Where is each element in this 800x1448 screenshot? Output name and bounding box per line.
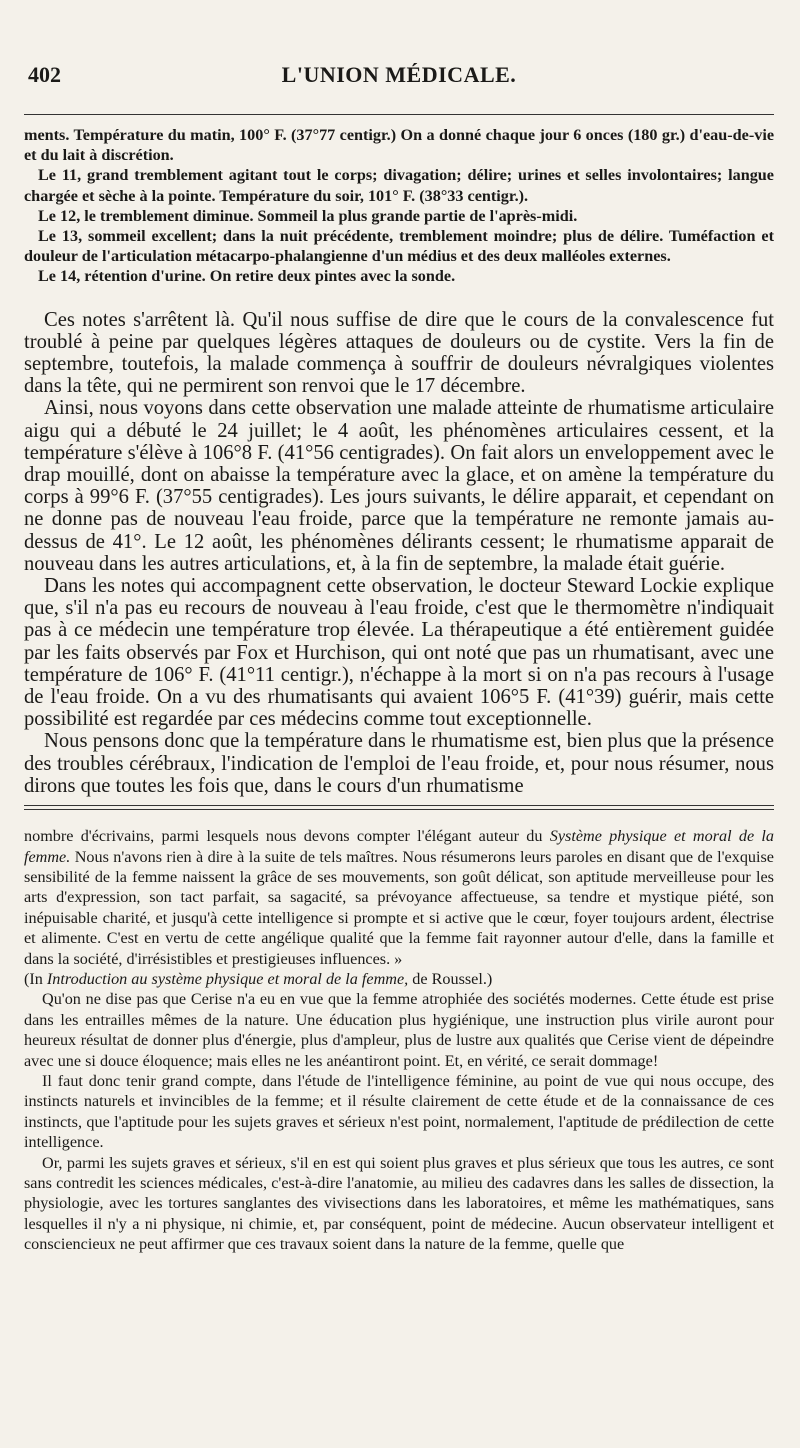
footnote-citation bbox=[24, 969, 774, 989]
header-rule bbox=[24, 114, 774, 115]
footnote-separator-thin bbox=[24, 809, 774, 810]
page-number: 402 bbox=[28, 62, 61, 87]
case-note-paragraph: Le 13, sommeil excellent; dans la nuit précédente, tremblement moindre; plus de délire. Tuméfaction et douleur de l'articulation métacarpo-phalangienne d'un médius et des deux malléoles externes. bbox=[24, 227, 774, 266]
case-note-paragraph: ments. Température du matin, 100° F. (37°77 centigr.) On a donné chaque jour 6 onces (180 gr.) d'eau-de-vie et du lait à discrétion. bbox=[24, 126, 774, 165]
case-note-paragraph: Le 12, le tremblement diminue. Sommeil la plus grande partie de l'après-midi. bbox=[38, 206, 578, 225]
running-header bbox=[24, 48, 774, 88]
footnote-paragraph bbox=[24, 826, 774, 969]
body-paragraph: Nous pensons donc que la température dans le rhumatisme est, bien plus que la présence des troubles cérébraux, l'indication de l'emploi de l'eau froide, et, pour nous résumer, nous dirons que toutes les fois que, dans le cours d'un rhumatisme bbox=[24, 730, 774, 797]
case-note-paragraph: Le 11, grand tremblement agitant tout le corps; divagation; délire; urines et selles involontaires; langue chargée et sèche à la pointe. Température du soir, 101° F. (38°33 centigr.). bbox=[24, 166, 774, 205]
footnote-separator bbox=[24, 805, 774, 806]
book-title: Système physique et moral de la femme. bbox=[24, 827, 774, 866]
footnote bbox=[24, 826, 774, 1255]
citation-text: de Roussel.) bbox=[408, 969, 493, 988]
case-notes bbox=[24, 125, 774, 287]
journal-title: L'UNION MÉDICALE. bbox=[281, 62, 517, 87]
footnote-text: nombre d'écrivains, parmi lesquels nous devons compter l'élégant auteur du bbox=[24, 827, 550, 846]
case-note-paragraph: Le 14, rétention d'urine. On retire deux pintes avec la sonde. bbox=[38, 267, 456, 286]
footnote-paragraph: Il faut donc tenir grand compte, dans l'étude de l'intelligence féminine, au point de vue qui nous occupe, des instincts naturels et invincibles de la femme; et il résulte clairement de cette étude et de la connaissance de ces instincts, que l'aptitude pour les sujets graves et sérieux n'est point, normalement, l'aptitude de prédilection de cette intelligence. bbox=[24, 1071, 774, 1152]
body-paragraph: Dans les notes qui accompagnent cette observation, le docteur Steward Lockie explique que, s'il n'a pas eu recours de nouveau à l'eau froide, c'est que le thermomètre n'indiquait pas à ce médecin une température trop élevée. La thérapeutique a été entièrement guidée par les faits observés par Fox et Hurchison, qui ont noté que pas un rhumatisant, avec une température de 106° F. (41°11 centigr.), n'échappe à la mort si on n'a pas recours à l'usage de l'eau froide. On a vu des rhumatisants qui avaient 106°5 F. (41°39) guérir, mais cette possibilité est regardée par ces médecins comme tout exceptionnelle. bbox=[24, 575, 774, 731]
citation-text: (In bbox=[24, 969, 47, 988]
footnote-paragraph: Qu'on ne dise pas que Cerise n'a eu en vue que la femme atrophiée des sociétés modernes. Cette étude est prise dans les entrailles mêmes de la nature. Une éducation plus hygiénique, une instruction plus virile auront pour heureux résultat de donner plus d'énergie, plus d'ampleur, plus de lustre aux qualités que Cerise vient de dépeindre avec une si douce éloquence; mais elles ne les anéantiront point. Et, en vérité, ce serait dommage! bbox=[24, 990, 774, 1070]
main-body bbox=[24, 309, 774, 797]
body-paragraph: Ainsi, nous voyons dans cette observation une malade atteinte de rhumatisme articulaire aigu qui a débuté le 24 juillet; le 4 août, les phénomènes articulaires cessent, et la température s'élève à 106°8 F. (41°56 centigrades). On fait alors un enveloppement avec le drap mouillé, dont on abaisse la température avec la glace, et on amène la température du corps à 99°6 F. (37°55 centigrades). Les jours suivants, le délire apparait, et cependant on ne donne pas de nouveau l'eau froide, parce que la température ne remonte jamais au-dessus de 41°. Le 12 août, les phénomènes délirants cessent; le rhumatisme apparait de nouveau dans les autres articulations, et, à la fin de septembre, la malade était guérie. bbox=[24, 397, 774, 575]
body-paragraph: Ces notes s'arrêtent là. Qu'il nous suffise de dire que le cours de la convalescence fut troublé à peine par quelques légères attaques de douleurs ou de cystite. Vers la fin de septembre, toutefois, la malade commença à souffrir de douleurs névralgiques violentes dans la tête, qui ne permirent son renvoi que le 17 décembre. bbox=[24, 308, 774, 398]
citation-title: Introduction au système physique et moral de la femme, bbox=[46, 969, 409, 988]
footnote-text: Nous n'avons rien à dire à la suite de tels maîtres. Nous résumerons leurs paroles en disant que de l'exquise sensibilité de la femme naissent la grâce de ses mouvements, son goût délicat, son aptitude merveilleuse pour les arts d'expression, son tact parfait, sa sagacité, sa prévoyance affectueuse, sa tendre et mystique piété, son inépuisable charité, et jusqu'à cette intelligence si prompte et si active que le cœur, foyer toujours ardent, électrise et alimente. C'est en vertu de cette angélique qualité que la femme fait rayonner autour d'elle, dans la famille et dans la société, d'irrésistibles et prestigieuses influences. » bbox=[24, 847, 774, 968]
footnote-paragraph: Or, parmi les sujets graves et sérieux, s'il en est qui soient plus graves et plus sérieux que tous les autres, ce sont sans contredit les sciences médicales, c'est-à-dire l'anatomie, au milieu des cadavres dans les salles de dissection, la physiologie, avec les tortures sanglantes des vivisections dans les laboratoires, et même les mathématiques, sans lesquelles il n'y a ni physique, ni chimie, et, par conséquent, point de médecine. Aucun observateur intelligent et consciencieux ne peut affirmer que ces travaux soient dans la nature de la femme, quelle que bbox=[24, 1153, 774, 1254]
